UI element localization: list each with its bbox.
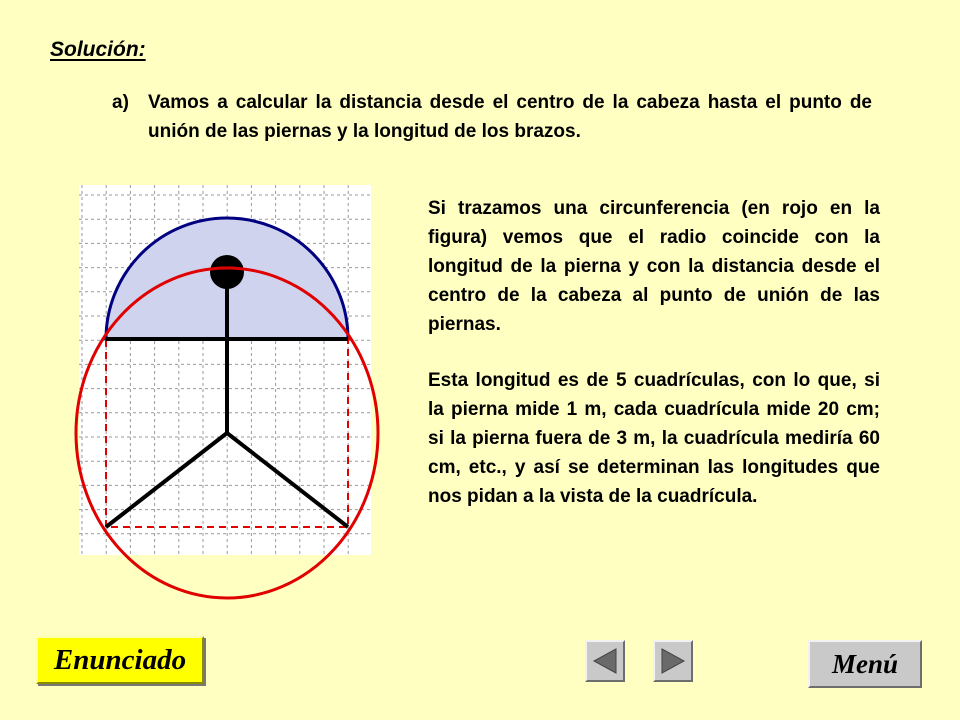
solution-heading: Solución: xyxy=(50,38,146,61)
previous-button[interactable] xyxy=(585,640,625,682)
item-a xyxy=(112,88,872,146)
triangle-right-icon xyxy=(660,647,686,675)
explanation-text xyxy=(428,194,880,538)
triangle-left-icon xyxy=(592,647,618,675)
item-a-text: Vamos a calcular la distancia desde el centro de la cabeza hasta el punto de unión de las piernas y la longitud de los brazos. xyxy=(148,92,872,142)
menu-button[interactable]: Menú xyxy=(808,640,922,688)
head-circle xyxy=(210,255,244,289)
item-a-marker: a) xyxy=(112,92,129,113)
explanation-paragraph-2: Esta longitud es de 5 cuadrículas, con lo que, si la pierna mide 1 m, cada cuadrícula mide 20 cm; si la pierna fuera de 3 m, la cuadrícula mediría 60 cm, etc., y así se determinan las longitudes que nos pidan a la vista de la cuadrícula. xyxy=(428,370,880,507)
enunciado-button[interactable]: Enunciado xyxy=(36,636,204,684)
next-button[interactable] xyxy=(653,640,693,682)
stick-figure-diagram xyxy=(62,180,402,610)
explanation-paragraph-1: Si trazamos una circunferencia (en rojo en la figura) vemos que el radio coincide con la longitud de la pierna y con la distancia desde el centro de la cabeza al punto de unión de las piernas. xyxy=(428,198,880,335)
diagram-svg xyxy=(62,180,402,610)
